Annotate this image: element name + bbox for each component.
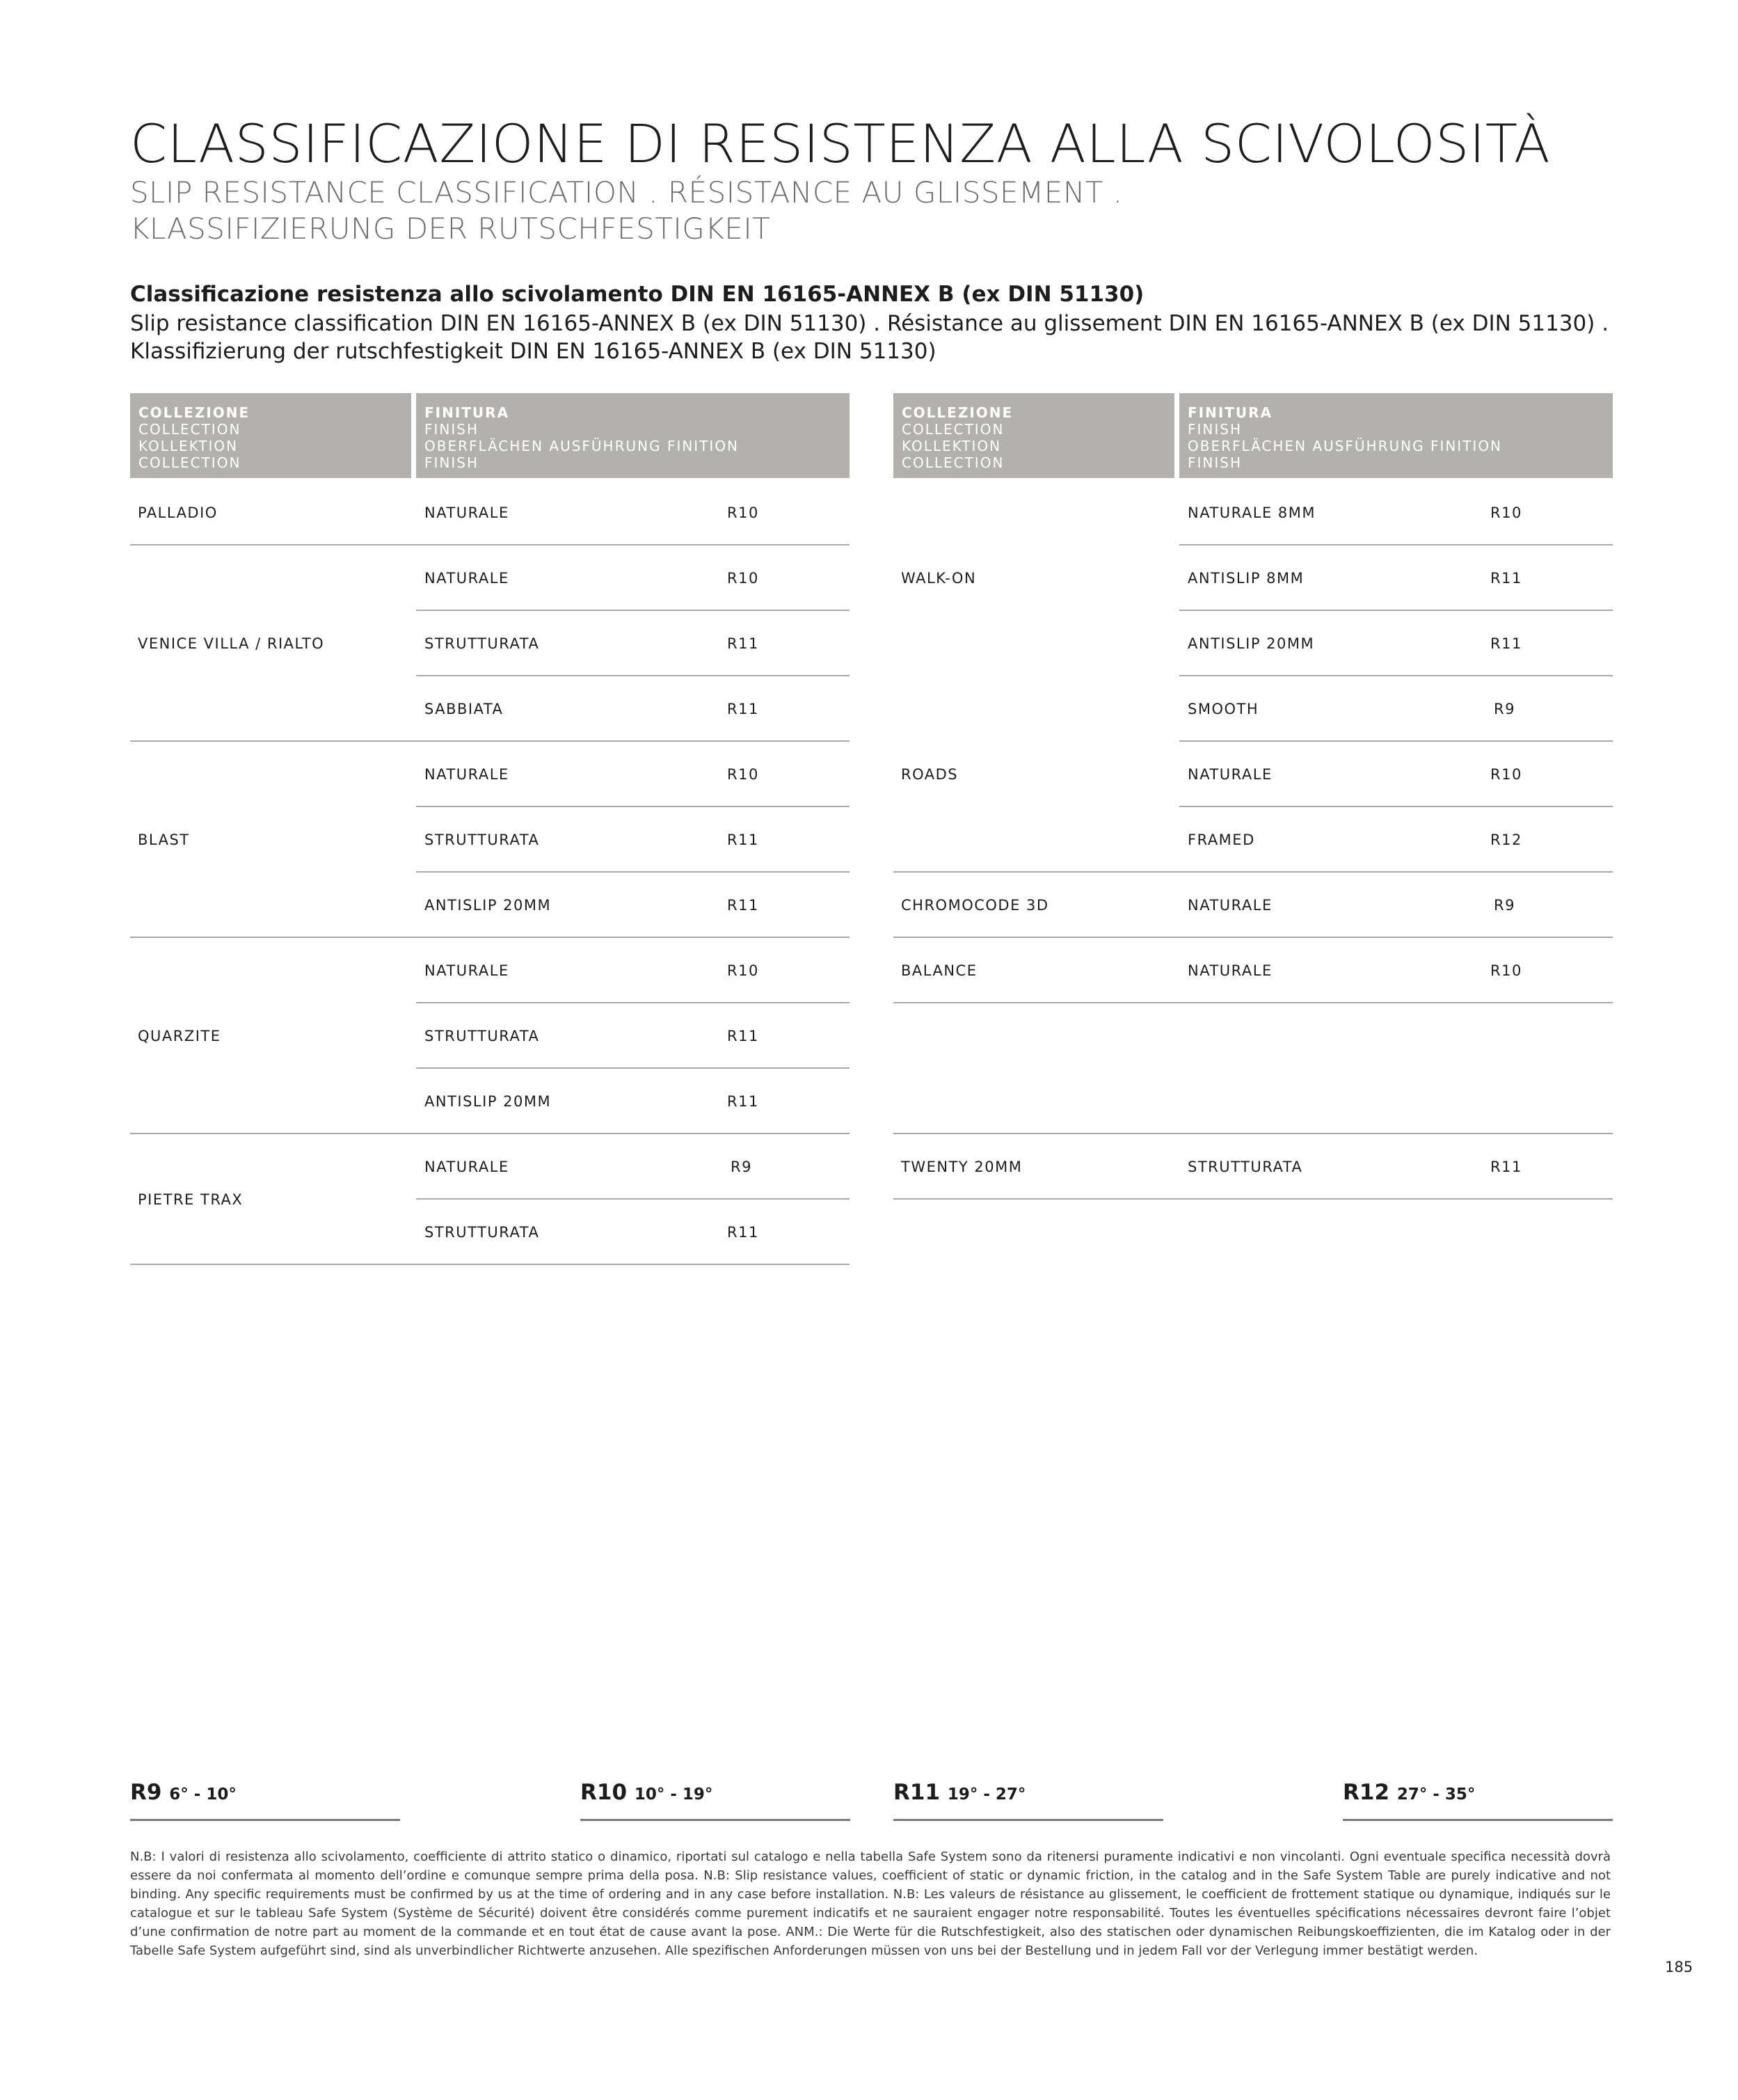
finish-name: ANTISLIP 8MM xyxy=(1188,570,1305,587)
group-divider xyxy=(130,1133,850,1134)
group-divider xyxy=(130,937,850,938)
scale-range: 10° - 19° xyxy=(634,1785,713,1804)
header-label: COLLEZIONE xyxy=(902,404,1014,421)
header-label: COLLECTION xyxy=(138,454,241,471)
collection-name: PIETRE TRAX xyxy=(138,1191,244,1208)
collection-name: ROADS xyxy=(901,766,959,783)
row-divider xyxy=(1179,740,1613,742)
header-label: COLLEZIONE xyxy=(138,404,250,421)
finish-name: FRAMED xyxy=(1188,832,1255,848)
scale-range: 27° - 35° xyxy=(1396,1785,1476,1804)
collection-name: CHROMOCODE 3D xyxy=(901,897,1049,914)
rating-value: R11 xyxy=(727,1224,759,1241)
scale-divider xyxy=(130,1819,400,1821)
page-number: 185 xyxy=(1665,1959,1693,1975)
header-label: OBERFLÄCHEN AUSFÜHRUNG FINITION xyxy=(1188,438,1503,454)
scale-divider xyxy=(1343,1819,1613,1821)
scale-label: R10 xyxy=(580,1780,628,1805)
right-finish-header xyxy=(1179,393,1613,478)
scale-r11 xyxy=(893,1780,1026,1805)
row-divider xyxy=(416,675,850,676)
row-divider xyxy=(1179,675,1613,676)
row-divider xyxy=(416,1198,850,1200)
page-title: CLASSIFICAZIONE DI RESISTENZA ALLA SCIVOLOSITÀ xyxy=(130,113,1551,175)
left-finish-header xyxy=(416,393,850,478)
scale-range: 19° - 27° xyxy=(947,1785,1026,1804)
row-divider xyxy=(1179,610,1613,611)
group-divider xyxy=(893,937,1613,938)
collection-name: BALANCE xyxy=(901,962,978,979)
header-label: FINITURA xyxy=(1188,404,1273,421)
finish-name: NATURALE xyxy=(1188,897,1273,914)
page-subtitle-line1: SLIP RESISTANCE CLASSIFICATION . RÉSISTANCE AU GLISSEMENT . xyxy=(130,175,1123,209)
row-divider xyxy=(1179,544,1613,546)
row-divider xyxy=(416,806,850,807)
header-label: FINISH xyxy=(1188,421,1242,438)
group-divider xyxy=(893,1133,1613,1134)
finish-name: NATURALE xyxy=(1188,962,1273,979)
finish-name: NATURALE xyxy=(424,1159,509,1175)
rating-value: R11 xyxy=(727,832,759,848)
finish-name: NATURALE xyxy=(424,766,509,783)
rating-value: R9 xyxy=(1494,897,1515,914)
group-divider xyxy=(893,871,1613,873)
header-label: COLLECTION xyxy=(902,454,1005,471)
scale-r10 xyxy=(580,1780,712,1805)
finish-name: STRUTTURATA xyxy=(1188,1159,1303,1175)
scale-label: R12 xyxy=(1343,1780,1390,1805)
finish-name: STRUTTURATA xyxy=(424,1224,540,1241)
scale-divider xyxy=(580,1819,850,1821)
collection-name: TWENTY 20MM xyxy=(901,1159,1023,1175)
rating-value: R10 xyxy=(727,570,759,587)
header-label: COLLECTION xyxy=(902,421,1005,438)
row-divider xyxy=(1179,806,1613,807)
finish-name: STRUTTURATA xyxy=(424,1028,540,1044)
rating-value: R11 xyxy=(727,635,759,652)
section-line2: Klassifizierung der rutschfestigkeit DIN EN 16165-ANNEX B (ex DIN 51130) xyxy=(130,339,936,364)
row-divider xyxy=(416,871,850,873)
rating-value: R11 xyxy=(727,897,759,914)
collection-name: QUARZITE xyxy=(138,1028,221,1044)
rating-value: R12 xyxy=(1490,832,1522,848)
finish-name: ANTISLIP 20MM xyxy=(1188,635,1315,652)
right-collection-header xyxy=(893,393,1174,478)
rating-value: R11 xyxy=(1490,570,1522,587)
rating-value: R10 xyxy=(727,766,759,783)
finish-name: NATURALE xyxy=(424,962,509,979)
rating-value: R10 xyxy=(727,504,759,521)
collection-name: WALK-ON xyxy=(901,570,977,587)
header-label: FINISH xyxy=(1188,454,1242,471)
finish-name: STRUTTURATA xyxy=(424,832,540,848)
scale-r12 xyxy=(1343,1780,1475,1805)
finish-name: SABBIATA xyxy=(424,701,504,717)
scale-label: R11 xyxy=(893,1780,941,1805)
scale-range: 6° - 10° xyxy=(169,1785,237,1804)
disclaimer-note: N.B: I valori di resistenza allo scivolamento, coefficiente di attrito statico o dinamico, riportati sul catalogo e nella tabella Safe System sono da ritenersi puramente indicativi e non vincolanti. Ogni eventuale specifica necessità dovrà essere da noi confermata al momento dell’ordine e comunque sempre prima della posa. N.B: Slip resistance values, coefficient of static or dynamic friction, in the catalog and in the Safe System Table are purely indicative and not binding. Any specific requirements must be confirmed by us at the time of ordering and in any case before installation. N.B: Les valeurs de résistance au glissement, le coefficient de frottement statique ou dynamique, indiqués sur le catalogue et sur le tableau Safe System (Système de Sécurité) doivent être considérés comme purement indicatifs et ne sauraient engager notre responsabilité. Toutes les éventuelles spécifications nécessaires devront faire l’objet d’une confirmation de notre part au moment de la commande et en tout état de cause avant la pose. ANM.: Die Werte für die Rutschfestigkeit, also des statischen oder dynamischen Reibungskoeffizienten, die im Katalog oder in der Tabelle Safe System aufgeführt sind, sind als unverbindlicher Richtwerte anzusehen. Alle spezifischen Anforderungen müssen von uns bei der Bestellung und in jedem Fall vor der Verlegung immer bestätigt werden. xyxy=(130,1850,1611,1958)
rating-value: R11 xyxy=(727,1028,759,1044)
finish-name: NATURALE xyxy=(1188,766,1273,783)
finish-name: NATURALE 8MM xyxy=(1188,504,1316,521)
rating-value: R10 xyxy=(1490,962,1522,979)
left-collection-header xyxy=(130,393,411,478)
rating-value: R11 xyxy=(1490,1159,1522,1175)
scale-label: R9 xyxy=(130,1780,162,1805)
rating-value: R9 xyxy=(731,1159,752,1175)
row-divider xyxy=(416,610,850,611)
collection-name: VENICE VILLA / RIALTO xyxy=(138,635,325,652)
header-label: COLLECTION xyxy=(138,421,241,438)
finish-name: SMOOTH xyxy=(1188,701,1259,717)
group-divider xyxy=(130,1264,850,1265)
section-heading: Classificazione resistenza allo scivolamento DIN EN 16165-ANNEX B (ex DIN 51130) xyxy=(130,282,1145,307)
rating-value: R9 xyxy=(1494,701,1515,717)
page-subtitle-line2: KLASSIFIZIERUNG DER RUTSCHFESTIGKEIT xyxy=(130,212,771,246)
header-label: FINISH xyxy=(424,454,479,471)
group-divider xyxy=(130,740,850,742)
header-label: KOLLEKTION xyxy=(138,438,239,454)
rating-value: R11 xyxy=(1490,635,1522,652)
group-divider xyxy=(893,1198,1613,1200)
row-divider xyxy=(416,1067,850,1069)
header-label: OBERFLÄCHEN AUSFÜHRUNG FINITION xyxy=(424,438,740,454)
rating-value: R10 xyxy=(727,962,759,979)
scale-r9 xyxy=(130,1780,237,1805)
collection-name: PALLADIO xyxy=(138,504,218,521)
collection-name: BLAST xyxy=(138,832,190,848)
header-label: FINISH xyxy=(424,421,479,438)
row-divider xyxy=(416,1002,850,1003)
finish-name: ANTISLIP 20MM xyxy=(424,897,552,914)
header-label: FINITURA xyxy=(424,404,510,421)
finish-name: NATURALE xyxy=(424,504,509,521)
section-line1: Slip resistance classification DIN EN 16165-ANNEX B (ex DIN 51130) . Résistance au glissement DIN EN 16165-ANNEX B (ex DIN 51130) . xyxy=(130,311,1609,336)
rating-value: R11 xyxy=(727,701,759,717)
group-divider xyxy=(130,544,850,546)
finish-name: ANTISLIP 20MM xyxy=(424,1093,552,1110)
rating-value: R10 xyxy=(1490,766,1522,783)
group-divider xyxy=(893,1002,1613,1003)
scale-divider xyxy=(893,1819,1163,1821)
finish-name: NATURALE xyxy=(424,570,509,587)
rating-value: R11 xyxy=(727,1093,759,1110)
header-label: KOLLEKTION xyxy=(902,438,1002,454)
finish-name: STRUTTURATA xyxy=(424,635,540,652)
rating-value: R10 xyxy=(1490,504,1522,521)
